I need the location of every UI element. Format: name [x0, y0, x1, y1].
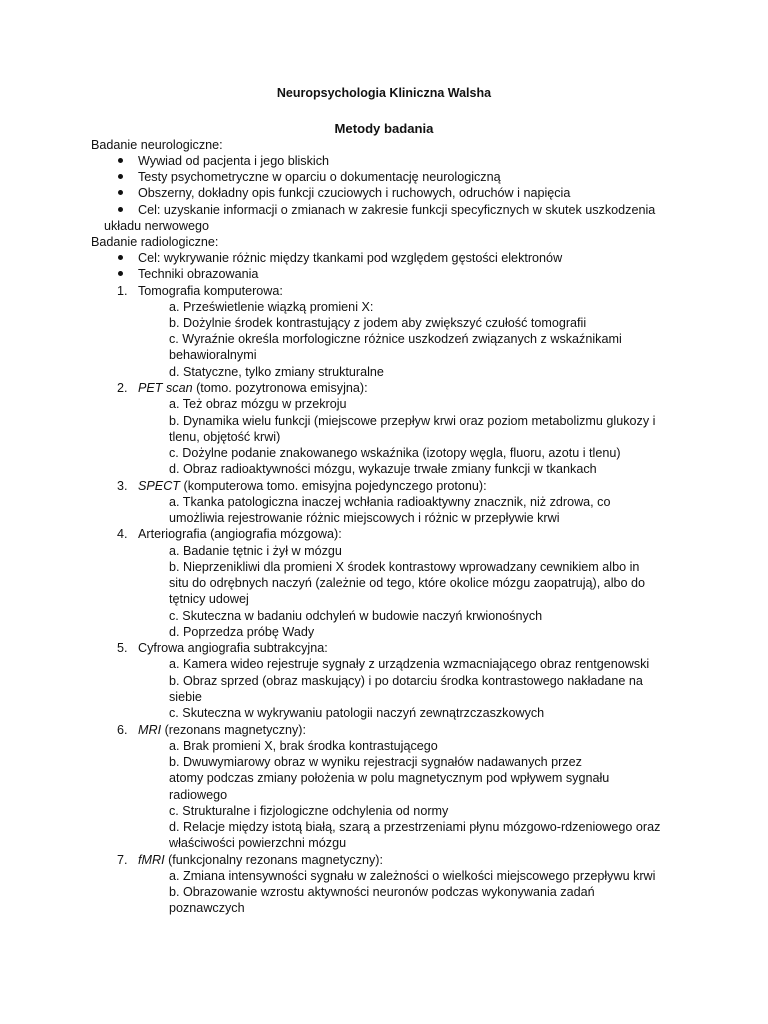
sub-item: a. Tkanka patologiczna inaczej wchłania radioaktywny znacznik, niż zdrowa, co — [169, 495, 611, 509]
bullet-icon — [118, 255, 123, 260]
item-heading — [138, 380, 368, 396]
sub-item: a. Brak promieni X, brak środka kontrastującego — [169, 739, 438, 753]
item-number: 7. — [117, 853, 128, 867]
list-item: Techniki obrazowania — [138, 267, 259, 281]
section-heading-neurological: Badanie neurologiczne: — [91, 138, 223, 152]
sub-item: behawioralnymi — [169, 348, 257, 362]
list-item-continuation: układu nerwowego — [104, 219, 210, 233]
item-heading — [138, 526, 342, 542]
sub-item: b. Obraz sprzed (obraz maskujący) i po dotarciu środka kontrastowego nakładane na — [169, 674, 643, 688]
bullet-icon — [118, 174, 123, 179]
item-number: 1. — [117, 284, 128, 298]
list-item: Obszerny, dokładny opis funkcji czuciowych i ruchowych, odruchów i napięcia — [138, 186, 571, 200]
sub-item: a. Kamera wideo rejestruje sygnały z urządzenia wzmacniającego obraz rentgenowski — [169, 657, 650, 671]
sub-item: tlenu, objętość krwi) — [169, 430, 281, 444]
item-name: Cyfrowa angiografia subtrakcyjna: — [138, 641, 328, 655]
sub-item: umożliwia rejestrowanie różnic miejscowych i różnic w przepływie krwi — [169, 511, 560, 525]
sub-item: c. Strukturalne i fizjologiczne odchylenia od normy — [169, 804, 449, 818]
list-item: Testy psychometryczne w oparciu o dokumentację neurologiczną — [138, 170, 501, 184]
item-name: SPECT — [138, 479, 180, 493]
sub-item: b. Dynamika wielu funkcji (miejscowe przepływ krwi oraz poziom metabolizmu glukozy i — [169, 414, 656, 428]
item-number: 3. — [117, 479, 128, 493]
bullet-icon — [118, 207, 123, 212]
sub-item: c. Dożylne podanie znakowanego wskaźnika (izotopy węgla, fluoru, azotu i tlenu) — [169, 446, 621, 460]
sub-item: a. Badanie tętnic i żył w mózgu — [169, 544, 342, 558]
item-name: Arteriografia (angiografia mózgowa): — [138, 527, 342, 541]
list-item: Cel: wykrywanie różnic między tkankami pod względem gęstości elektronów — [138, 251, 563, 265]
section-heading-radiological: Badanie radiologiczne: — [91, 235, 219, 249]
sub-item: situ do odrębnych naczyń (zależnie od tego, które okolice mózgu zaopatrują), albo do — [169, 576, 646, 590]
item-name: PET scan — [138, 381, 193, 395]
item-heading — [138, 283, 283, 299]
item-heading — [138, 722, 306, 738]
sub-item: poznawczych — [169, 901, 245, 915]
item-rest: (tomo. pozytronowa emisyjna): — [192, 381, 368, 395]
item-number: 5. — [117, 641, 128, 655]
item-name: Tomografia komputerowa: — [138, 284, 283, 298]
item-heading — [138, 640, 328, 656]
sub-item: a. Też obraz mózgu w przekroju — [169, 397, 347, 411]
sub-item: d. Poprzedza próbę Wady — [169, 625, 315, 639]
item-number: 6. — [117, 723, 128, 737]
sub-item: d. Relacje między istotą białą, szarą a przestrzeniami płynu mózgowo-rdzeniowego oraz — [169, 820, 661, 834]
item-heading — [138, 478, 487, 494]
sub-item: tętnicy udowej — [169, 592, 249, 606]
sub-item: b. Dwuwymiarowy obraz w wyniku rejestracji sygnałów nadawanych przez — [169, 755, 582, 769]
item-name: MRI — [138, 723, 162, 737]
sub-item: a. Zmiana intensywności sygnału w zależności o wielkości miejscowego przepływu krwi — [169, 869, 656, 883]
bullet-icon — [118, 190, 123, 195]
sub-item: c. Wyraźnie określa morfologiczne różnice uszkodzeń związanych z wskaźnikami — [169, 332, 622, 346]
sub-item: c. Skuteczna w wykrywaniu patologii naczyń zewnątrzczaszkowych — [169, 706, 545, 720]
sub-item: d. Statyczne, tylko zmiany strukturalne — [169, 365, 384, 379]
sub-item: d. Obraz radioaktywności mózgu, wykazuje trwałe zmiany funkcji w tkankach — [169, 462, 597, 476]
document-title: Neuropsychologia Kliniczna Walsha — [276, 86, 492, 100]
sub-item: właściwości powierzchni mózgu — [169, 836, 347, 850]
item-rest: (funkcjonalny rezonans magnetyczny): — [164, 853, 383, 867]
item-number: 4. — [117, 527, 128, 541]
sub-item: siebie — [169, 690, 202, 704]
item-rest: (rezonans magnetyczny): — [161, 723, 306, 737]
item-heading — [138, 852, 383, 868]
list-item: Cel: uzyskanie informacji o zmianach w zakresie funkcji specyficznych w skutek uszkodzenia — [138, 203, 656, 217]
sub-item: a. Prześwietlenie wiązką promieni X: — [169, 300, 374, 314]
list-item: Wywiad od pacjenta i jego bliskich — [138, 154, 329, 168]
bullet-icon — [118, 271, 123, 276]
item-number: 2. — [117, 381, 128, 395]
sub-item: radiowego — [169, 788, 228, 802]
item-name: fMRI — [138, 853, 165, 867]
item-rest: (komputerowa tomo. emisyjna pojedynczego protonu): — [180, 479, 487, 493]
sub-item: c. Skuteczna w badaniu odchyleń w budowie naczyń krwionośnych — [169, 609, 543, 623]
sub-item: b. Obrazowanie wzrostu aktywności neuronów podczas wykonywania zadań — [169, 885, 595, 899]
bullet-icon — [118, 158, 123, 163]
sub-item: b. Dożylnie środek kontrastujący z jodem aby zwiększyć czułość tomografii — [169, 316, 587, 330]
sub-item: b. Nieprzenikliwi dla promieni X środek kontrastowy wprowadzany cewnikiem albo in — [169, 560, 640, 574]
document-subtitle: Metody badania — [334, 121, 434, 136]
sub-item: atomy podczas zmiany położenia w polu magnetycznym pod wpływem sygnału — [169, 771, 610, 785]
